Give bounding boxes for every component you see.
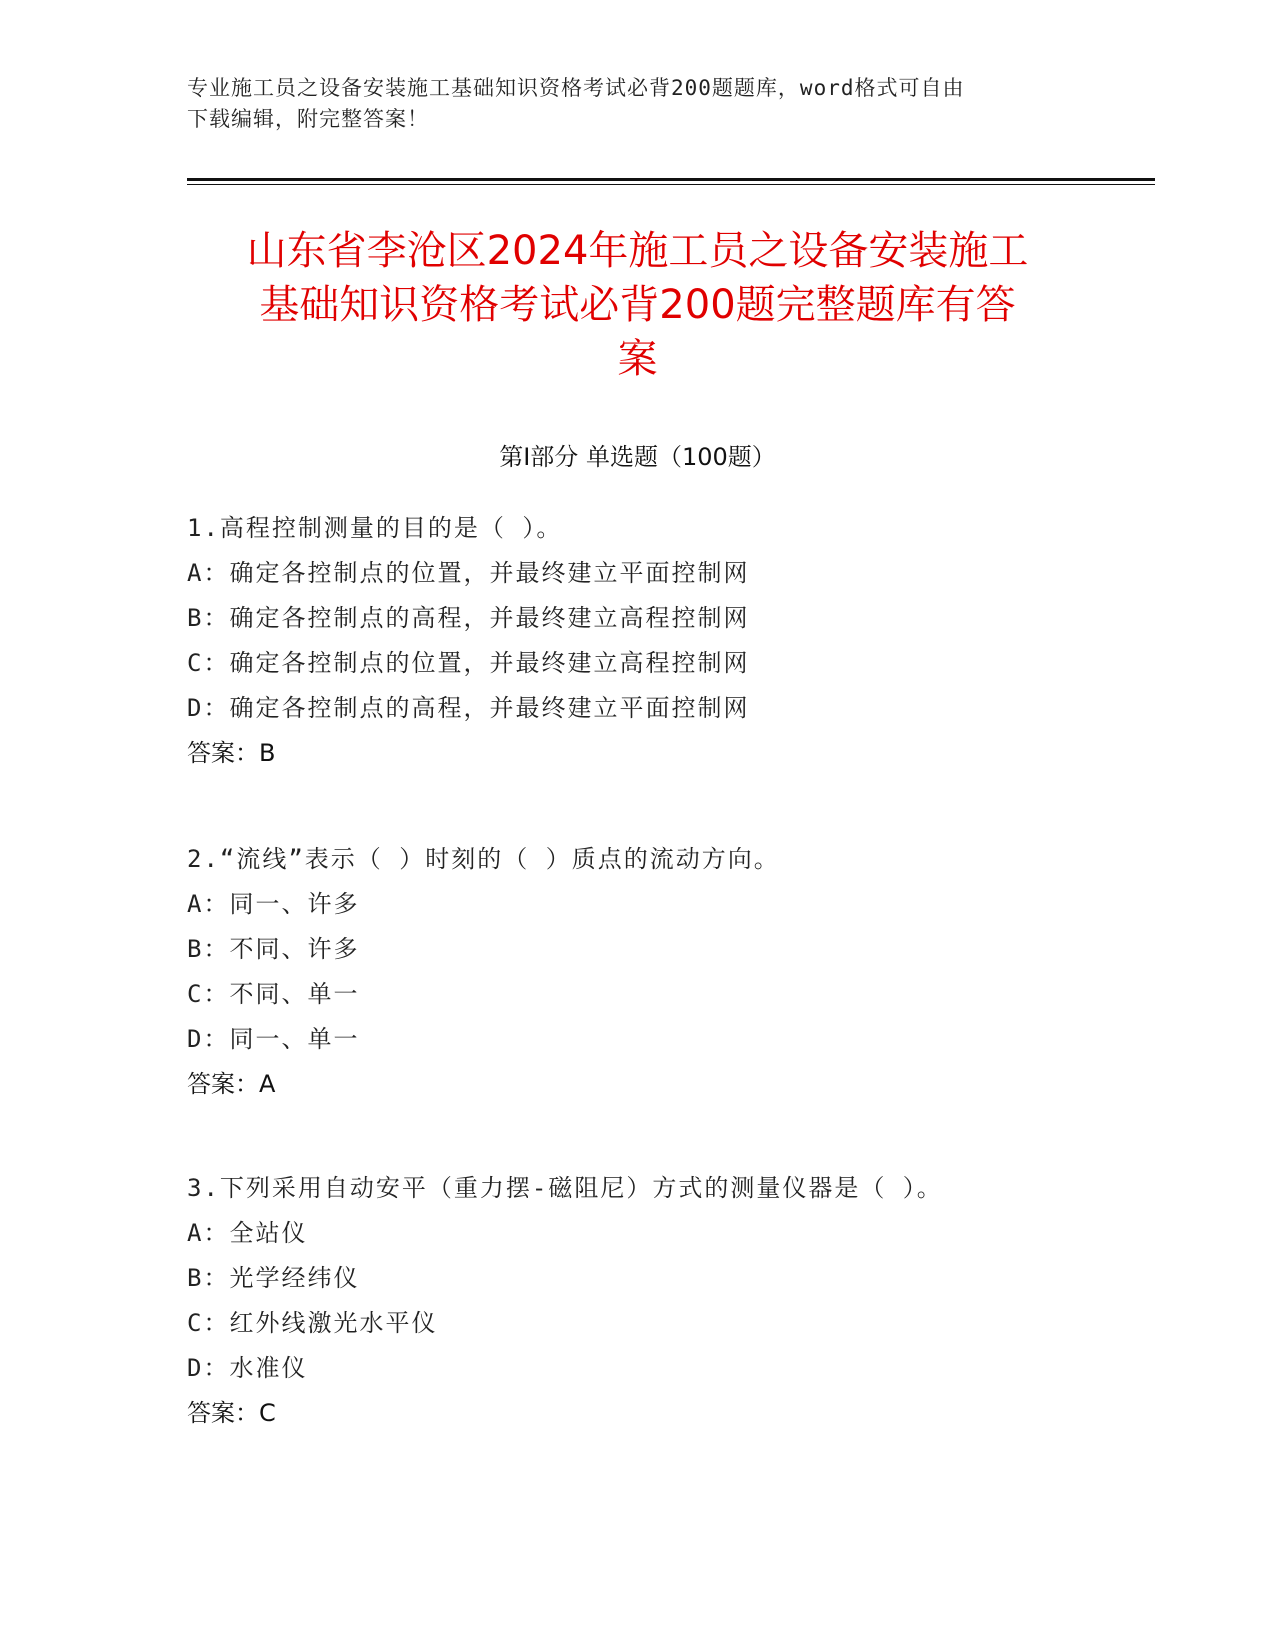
document-title — [150, 224, 1125, 386]
question-option-d: D：同一、单一 — [187, 1025, 360, 1053]
question-stem: 2.“流线”表示（ ）时刻的（ ）质点的流动方向。 — [187, 845, 780, 873]
question-answer: 答案：C — [187, 1399, 276, 1427]
header-note — [187, 73, 1087, 135]
section-title: 第Ⅰ部分 单选题（100题） — [499, 443, 776, 471]
header-rule-thick — [187, 178, 1155, 181]
question-option-a: A：确定各控制点的位置，并最终建立平面控制网 — [187, 559, 750, 587]
question-answer: 答案：B — [187, 739, 276, 767]
question-2 — [187, 837, 1187, 1107]
header-note-line-2: 下载编辑，附完整答案！ — [187, 107, 429, 131]
document-title-line-1: 山东省李沧区2024年施工员之设备安装施工 — [246, 228, 1029, 274]
question-option-b: B：不同、许多 — [187, 935, 360, 963]
question-option-c: C：不同、单一 — [187, 980, 360, 1008]
header-rule-thin — [187, 184, 1155, 185]
question-1 — [187, 506, 1187, 776]
question-stem: 1.高程控制测量的目的是（ ）。 — [187, 514, 563, 542]
question-option-b: B：确定各控制点的高程，并最终建立高程控制网 — [187, 604, 750, 632]
question-answer: 答案：A — [187, 1070, 276, 1098]
header-note-line-1: 专业施工员之设备安装施工基础知识资格考试必背200题题库，word格式可自由 — [187, 76, 965, 100]
question-stem: 3.下列采用自动安平（重力摆-磁阻尼）方式的测量仪器是（ ）。 — [187, 1174, 943, 1202]
question-option-c: C：红外线激光水平仪 — [187, 1309, 438, 1337]
document-title-line-2: 基础知识资格考试必背200题完整题库有答 — [259, 282, 1016, 328]
question-option-a: A：同一、许多 — [187, 890, 360, 918]
question-option-b: B：光学经纬仪 — [187, 1264, 360, 1292]
question-option-a: A：全站仪 — [187, 1219, 308, 1247]
question-option-d: D：确定各控制点的高程，并最终建立平面控制网 — [187, 694, 750, 722]
document-title-line-3: 案 — [617, 336, 658, 382]
question-option-d: D：水准仪 — [187, 1354, 308, 1382]
question-3 — [187, 1166, 1187, 1436]
question-option-c: C：确定各控制点的位置，并最终建立高程控制网 — [187, 649, 750, 677]
